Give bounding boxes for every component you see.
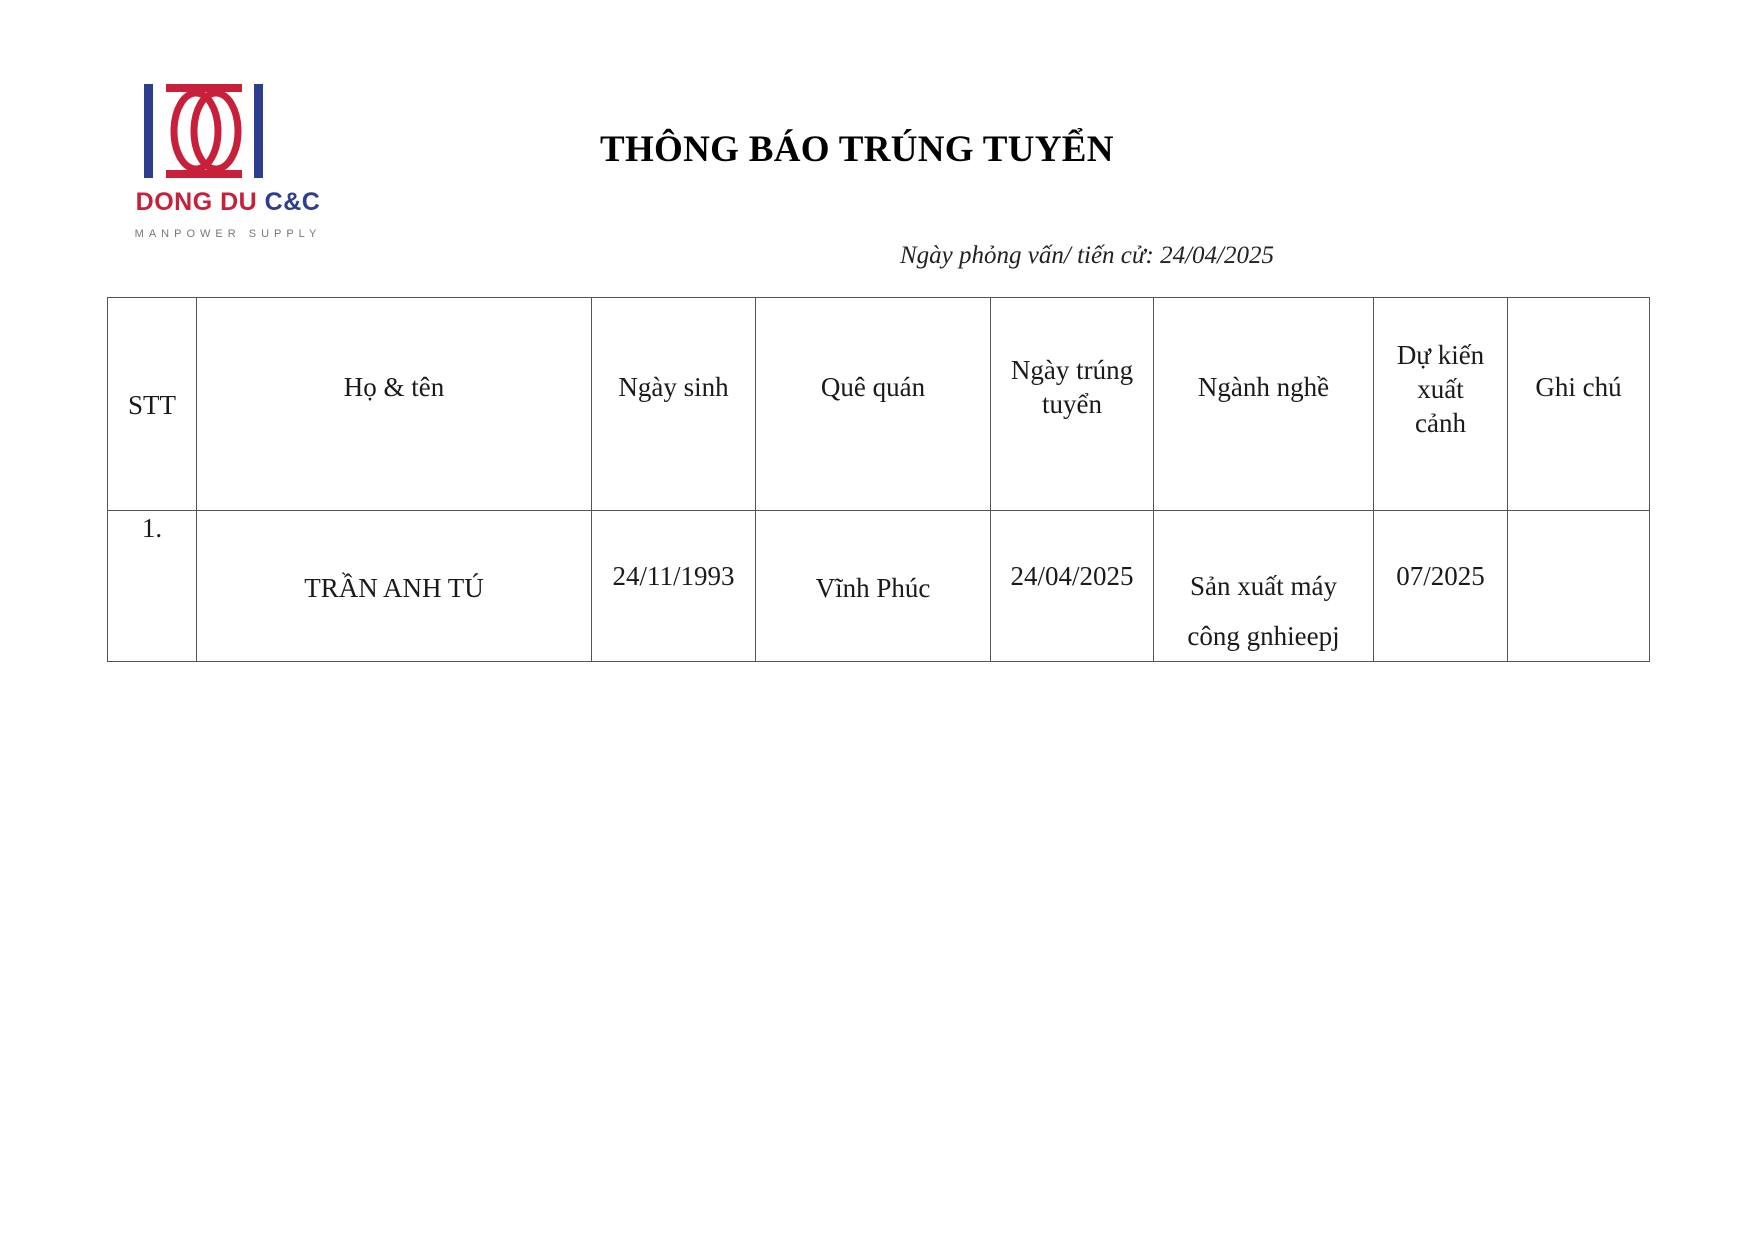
header-departure-line2: xuất (1417, 374, 1464, 404)
logo-brand-text (118, 188, 338, 217)
cell-hometown: Vĩnh Phúc (756, 511, 991, 662)
header-stt: STT (108, 298, 197, 511)
header-pass-date-line2: tuyển (1042, 389, 1102, 419)
table-header-row (108, 298, 1650, 511)
cell-name: TRẦN ANH TÚ (197, 511, 592, 662)
cell-pass-date: 24/04/2025 (991, 511, 1154, 662)
cell-dob: 24/11/1993 (592, 511, 756, 662)
cell-job (1154, 511, 1374, 662)
cell-stt: 1. (108, 511, 197, 662)
logo-brand-part1: DONG DU (135, 188, 265, 216)
dong-du-logo-mark-icon (118, 78, 338, 188)
header-hometown: Quê quán (756, 298, 991, 511)
header-dob: Ngày sinh (592, 298, 756, 511)
header-departure-line3: cảnh (1415, 408, 1466, 438)
cell-departure: 07/2025 (1374, 511, 1508, 662)
result-table (107, 297, 1650, 662)
cell-job-line1: Sản xuất máy (1190, 571, 1337, 601)
header-name: Họ & tên (197, 298, 592, 511)
table-row (108, 511, 1650, 662)
header-job: Ngành nghề (1154, 298, 1374, 511)
cell-job-line2: công gnhieepj (1187, 621, 1340, 651)
page-title: THÔNG BÁO TRÚNG TUYỂN (600, 129, 1114, 170)
header-pass-date (991, 298, 1154, 511)
header-pass-date-line1: Ngày trúng (1010, 355, 1134, 385)
interview-date: Ngày phỏng vấn/ tiến cử: 24/04/2025 (900, 242, 1274, 269)
logo-tagline: MANPOWER SUPPLY (134, 228, 322, 240)
logo-brand-part2: C&C (264, 188, 321, 216)
header-departure (1374, 298, 1508, 511)
company-logo (118, 78, 338, 253)
header-note: Ghi chú (1508, 298, 1650, 511)
cell-note (1508, 511, 1650, 662)
header-departure-line1: Dự kiến (1396, 340, 1485, 370)
